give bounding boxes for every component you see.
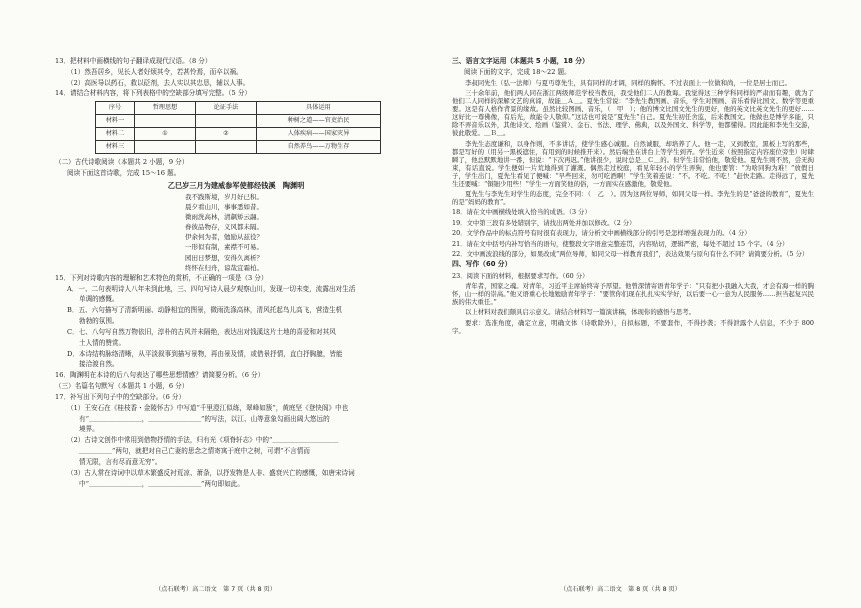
q17-item-2-cont: 情无限，言有尽而意无穷”。 <box>79 457 162 466</box>
table-cell <box>196 140 257 153</box>
option-b: B．五、六句描写了清新明丽、动静相宜的图景，微雨洗涤高林，清风托起鸟儿高飞，营造生机 <box>67 306 343 315</box>
table-header-row <box>96 101 381 114</box>
question-20: 20．文学作品中的标点符号有时很有表现力，请分析文中画横线部分的引号是怎样增强表现力的。（4 分） <box>452 229 751 238</box>
writing-material: 青年者，国家之魂。对青年，习近平主席始终寄予厚望。他曾深情寄语青年学子：“只有把小我融入大我，才会有海一样的胸怀，山一样的崇高。”他又语重心长地勉励青年学子：“要管你们现在扎扎实实学好，以后要一心一意为人民服务……担当起复兴民族的伟大重任。” <box>452 281 814 306</box>
table-cell: 材料二 <box>96 127 135 140</box>
table-row <box>96 114 381 127</box>
poem-line: 我不践斯境，岁月好已积。 <box>185 192 263 201</box>
passage-paragraph: 李叔同先生（弘一法师）与夏丏尊先生，具有同样的才调，同样的胸怀。不过表面上一位做和尚，一位是居士而已。 <box>465 78 791 87</box>
table-header: 具体运用 <box>257 101 381 114</box>
poem-line: 晨夕看山川，事事悉如昔。 <box>185 202 263 211</box>
table-cell: 自然养鸟——万物生存 <box>257 140 381 153</box>
question-14: 14．请结合材料内容，将下列表格中的空缺部分填写完整。（5 分） <box>55 89 252 98</box>
table-cell: 人体疾病——国家灾异 <box>257 127 381 140</box>
table-header: 序号 <box>96 101 135 114</box>
question-16: 16．陶渊明在本诗的后八句表达了哪些思想情感？请简要分析。（6 分） <box>55 371 265 380</box>
table-header: 哲理思想 <box>135 101 196 114</box>
poem-line: 园田日梦想，安得久离析？ <box>185 253 263 262</box>
question-21: 21．请在文中括号内补写恰当的语句，使整段文字语意完整连贯，内容贴切，逻辑严密，每处不超过 15 个字。（4 分） <box>452 239 789 248</box>
poem-title: 乙巳岁三月为建威参军使都经钱溪 陶渊明 <box>167 180 305 190</box>
table-cell: ① <box>135 127 196 140</box>
writing-task: 以上材料对我们颇具启示意义。请结合材料写一篇演讲稿，体现你的感悟与思考。 <box>465 308 696 317</box>
table-cell <box>196 114 257 127</box>
q17-item-2: （2）古诗文创作中常用到借物抒情的手法，归有光《项脊轩志》中的“＿＿＿＿＿＿＿＿＿＿ <box>67 436 339 445</box>
table-cell <box>135 114 196 127</box>
section-intro: 阅读下面的文字，完成 18～22 题。 <box>464 68 571 77</box>
poem-line: 微雨洗高林，清飙矫云翮。 <box>185 213 263 222</box>
option-c-cont: 土人情的赞赏。 <box>79 338 126 347</box>
right-page <box>452 57 814 337</box>
table-cell: 材料三 <box>96 140 135 153</box>
table-row <box>96 127 381 140</box>
table-cell: ② <box>196 127 257 140</box>
question-19: 19．文中第三段有多处错别字，请找出两处并加以修改。（2 分） <box>452 218 636 227</box>
q17-item-3: （3）古人常在诗词中以草木繁盛反衬荒凉、萧条，以抒发物是人非、盛衰兴亡的感慨，如唐宋诗词 <box>67 468 355 477</box>
table-header: 论证手法 <box>196 101 257 114</box>
poem-line: 眷彼品物存，义风都未隔。 <box>185 223 263 232</box>
q17-item-3-cont: 中“＿＿＿＿＿＿＿＿，＿＿＿＿＿＿＿＿”两句即如此。 <box>79 479 244 488</box>
poem-line: 终怀在归舟，谅哉宜霜柏。 <box>185 263 263 272</box>
section-4-title: 四、写作（60 分） <box>452 260 512 269</box>
writing-requirements: 要求：选准角度，确定立意，明确文体（诗歌除外），自拟标题，不要套作，不得抄袭；不得泄露个人信息，不少于 800 字。 <box>452 318 814 335</box>
q17-item-2-cont: ＿＿＿＿＿”两句，就把对自己亡妻的思念之情寄寓于庭中之树，可谓“不言情而 <box>79 447 310 456</box>
q17-item-1-cont: 境界。 <box>79 425 99 434</box>
option-c: C．七、八句写自然万物依旧，淳朴的古风并未隔绝，表达出对钱溪这片土地的喜爱和对其风 <box>67 327 336 336</box>
section-2-intro: 阅读下面这首诗歌，完成 15～16 题。 <box>67 168 181 177</box>
option-a: A．一、二句表明诗人八年未到此地，三、四句写诗人晨夕观察山川，发现一切未变，流露出对生活 <box>67 284 356 293</box>
left-page <box>55 57 417 490</box>
question-23: 23．阅读下面的材料，根据要求写作。（60 分） <box>452 271 589 280</box>
passage-paragraph: 李先生态度谦和，以身作则，不多讲话，使学生感心诚服。自然诚服，却培养了人。他一走，又到教室，黑板上写的那些，都是写好的（用另一黑板遮住，有用到的时候推开来）。然后端坐在讲台上等学生到齐。学生近来（按照指定内容座位旁坐）时肆瞬了，他总默默地讲一番，但说：“下次再迟。”他讲很少，说时总是＿Ｃ＿的。但学生非常怕他，敬爱他。夏先生则不然，尝无拘束，有话直说。学生便如一片荒地得到了灌溉。偶然走过校庭，看见年轻小的学生弄狗，他也要管：“为啥同狗为难！”放假日子，学生出门，夏先生看见了便喊：“早些回来，勿可吃酒啊！”学生笑着连说：“不。不吃。不吃！”赶快走路。走得远了，夏先生还要喊：“铜钿少用些！”学生一方面笑他的俗，一方面实在感激他，敬爱他。 <box>452 139 814 188</box>
table-cell: 材料一 <box>96 114 135 127</box>
section-3-title: （三）名篇名句默写（本题共 1 小题，6 分） <box>55 382 189 391</box>
section-title: 三、语言文字运用（本题共 5 小题，18 分） <box>452 57 589 65</box>
poem-line: 伊余何为者，勉励从兹役？ <box>185 233 263 242</box>
passage-paragraph: 夏先生与李先生对学生的态度，完全不同：（ 乙 ）。因为这两位导师，如同父母一样。李先生的是“爸爸的教育”，夏先生的是“妈妈的教育”。 <box>452 190 814 207</box>
passage-paragraph: 三十余年前，他们两人同在浙江两级师范学校当教员，我受他们二人的教诲。我觉得这三种学科同样的严肃而有趣，就为了他们二人同样的深解文艺的真谛，故能＿Ａ＿。夏先生常说：“李先生教图画、音乐，学生对图画、音乐看得比国文、数学等更重要。这是有人格作背景的缘故。虽然比较图画、音乐，（ 甲 ）；他的博文比国文先生的更好，他的英文比英文先生的更好……这好比一尊佛像，有后光，故能令人敬仰。”这话也可说是“夏先生”自己。夏先生初任舍监，后来教国文。他做也是博学多能，只除不弄音乐以外，其他诗文、绘画（鉴赏）、金石、书法、理学、佛典，以及外国文、科学等，他都懂得。因此能和李先生交游，彼此敬爱。＿Ｂ＿。 <box>452 89 814 138</box>
question-18: 18．请在文中画横线处填入恰当的成语。（3 分） <box>452 208 591 217</box>
question-17: 17．补写出下列句子中的空缺部分。（6 分） <box>55 392 186 401</box>
option-a-cont: 单调的感慨。 <box>79 295 119 304</box>
question-15: 15．下列对诗歌内容的理解和艺术特色的赏析，不正确的一项是（3 分） <box>55 273 268 282</box>
q17-item-1-cont: 有“＿＿＿＿＿＿＿＿，＿＿＿＿＿＿＿＿”的写法，以江、山等意象勾画出阔大悠远的 <box>79 414 330 423</box>
table-row <box>96 140 381 153</box>
section-2-title: （二）古代诗歌阅读（本题共 2 小题，9 分） <box>55 157 189 166</box>
option-d: D．本诗结构脉络清晰，从平淡叙事到描写景物，再由景及情，或借景抒情，直白抒胸臆，皆能 <box>67 349 343 358</box>
table-cell: 种树之道——官吏治民 <box>257 114 381 127</box>
option-b-cont: 勃勃的氛围。 <box>79 317 119 326</box>
question-13-1: （1）然吾居乡，见长人者好烦其令，若甚怜焉，而卒以祸。 <box>67 67 243 76</box>
summary-table <box>95 101 381 154</box>
question-22: 22．文中画波浪线的部分，如果改成“两位导师，如同父母一样教育我们”，表达效果与原句有什么不同？请简要分析。（5 分） <box>452 250 809 259</box>
q17-item-1: （1）王安石在《桂枝香・金陵怀古》中写道“千里澄江似练，翠峰如簇”，黄庭坚《登快阁》中也 <box>67 403 349 412</box>
page-footer-right: （点石联考）高二语文 第 8 页（共 8 页） <box>560 586 681 593</box>
poem-line: 一形似有制，素襟不可易。 <box>185 243 263 252</box>
question-13-2: （2）高医导以药石，救以砭剂，去人实以其忠恳，辅以人事。 <box>67 78 250 87</box>
table-cell <box>135 140 196 153</box>
question-13: 13．把材料中画横线的句子翻译成现代汉语。（8 分） <box>55 57 212 65</box>
option-d-cont: 接洽渡自然。 <box>79 360 119 369</box>
page-footer-left: （点石联考）高二语文 第 7 页（共 8 页） <box>155 586 276 593</box>
